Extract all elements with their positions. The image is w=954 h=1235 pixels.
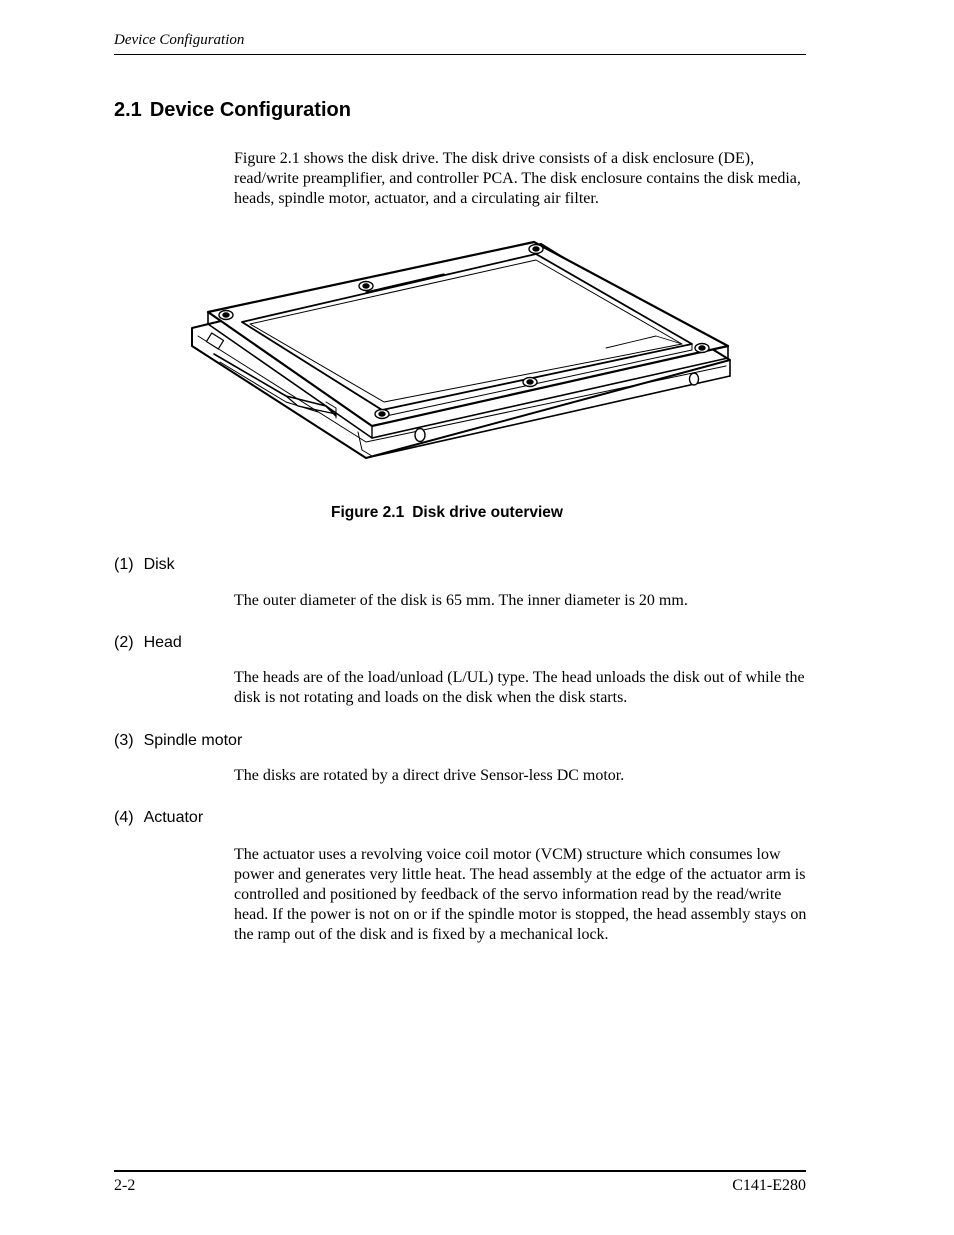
subheading-title: Spindle motor <box>143 732 243 749</box>
section-title-text: Device Configuration <box>149 99 351 121</box>
section-number: 2.1 <box>114 99 142 121</box>
figure-number: Figure 2.1 <box>331 504 405 521</box>
figure-caption-text: Disk drive outerview <box>412 504 563 521</box>
section-title <box>114 99 351 122</box>
running-header: Device Configuration <box>114 32 245 48</box>
subheading-spindle-motor <box>114 732 242 750</box>
subheading-number: (2) <box>114 634 134 651</box>
figure-caption <box>331 504 563 522</box>
disk-paragraph: The outer diameter of the disk is 65 mm. The inner diameter is 20 mm. <box>234 592 688 609</box>
subheading-number: (3) <box>114 732 134 749</box>
document-code: C141-E280 <box>732 1177 806 1194</box>
subheading-head <box>114 634 182 652</box>
actuator-paragraph: The actuator uses a revolving voice coil motor (VCM) structure which consumes low power and generates very little heat. The head assembly at the edge of the actuator arm is controlled and positioned by feedback of the servo information read by the read/write head. If the power is not on or if the spindle motor is stopped, the head assembly stays on the ramp out of the disk and is fixed by a mechanical lock. <box>234 846 807 943</box>
subheading-title: Disk <box>143 556 175 573</box>
subheading-title: Head <box>143 634 182 651</box>
head-paragraph: The heads are of the load/unload (L/UL) type. The head unloads the disk out of while the disk is not rotating and loads on the disk when the disk starts. <box>234 669 805 706</box>
subheading-number: (4) <box>114 809 134 826</box>
subheading-disk <box>114 556 175 574</box>
subheading-actuator <box>114 809 203 827</box>
footer-rule <box>114 1170 806 1172</box>
intro-paragraph: Figure 2.1 shows the disk drive. The disk drive consists of a disk enclosure (DE), read/write preamplifier, and controller PCA. The disk enclosure contains the disk media, heads, spindle motor, actuator, and a circulating air filter. <box>234 150 801 207</box>
subheading-number: (1) <box>114 556 134 573</box>
spindle-motor-paragraph: The disks are rotated by a direct drive Sensor-less DC motor. <box>234 767 625 784</box>
page-number: 2-2 <box>114 1177 136 1194</box>
disk-drive-illustration <box>186 236 736 462</box>
header-rule <box>114 54 806 55</box>
subheading-title: Actuator <box>143 809 204 826</box>
